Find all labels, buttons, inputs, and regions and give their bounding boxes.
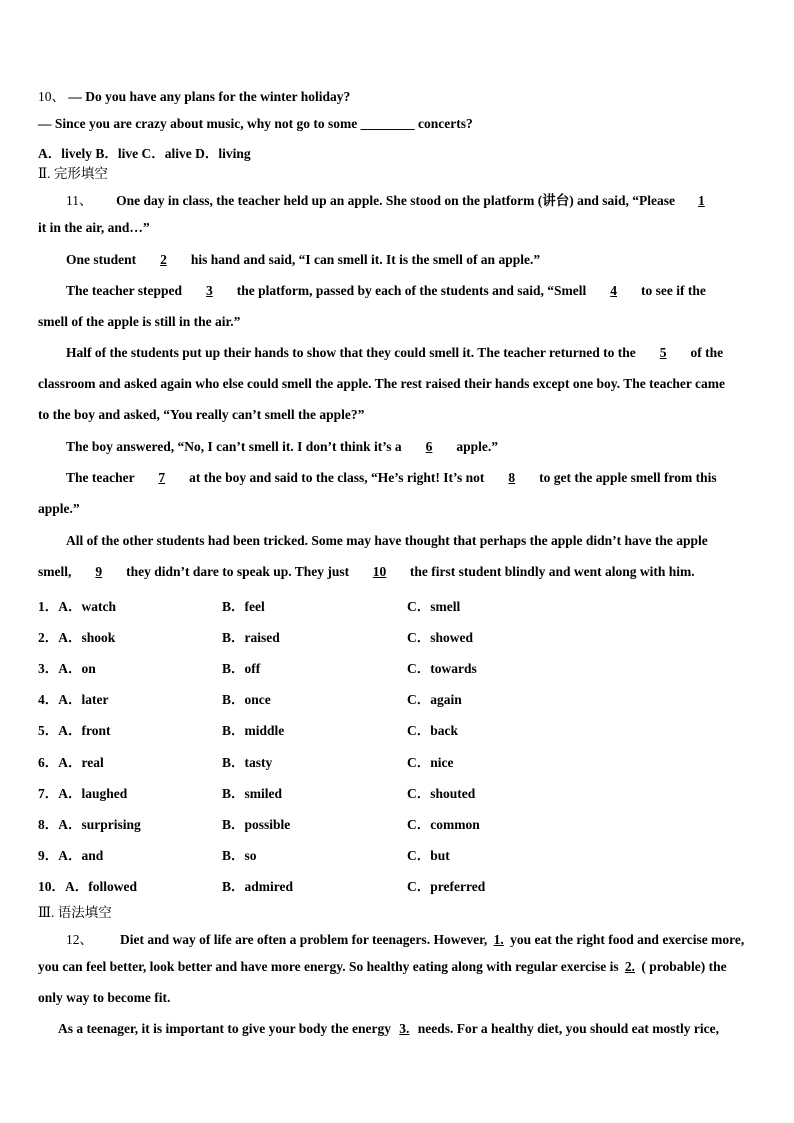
option-6-c: C．nice bbox=[407, 755, 454, 770]
q11-p7-text-mid: they didn’t dare to speak up. They just bbox=[126, 564, 350, 579]
q10-line2-text-end: concerts? bbox=[417, 116, 473, 131]
option-10-a: 10．A．followed bbox=[38, 879, 137, 894]
q11-p5-text-end: apple.” bbox=[456, 439, 499, 454]
q10-blank[interactable]: ________ bbox=[360, 116, 415, 131]
q11-para6-line2: apple.” bbox=[38, 501, 80, 516]
q11-p6-text: The teacher bbox=[66, 470, 135, 485]
cloze-blank-1[interactable]: 1 bbox=[698, 193, 705, 208]
q12-p1-text-end: you eat the right food and exercise more, bbox=[510, 932, 745, 947]
q12-para2-line1 bbox=[58, 1021, 719, 1037]
cloze-blank-5[interactable]: 5 bbox=[659, 345, 667, 360]
q11-para4-line1 bbox=[66, 345, 723, 361]
q11-p4-text-end: of the bbox=[690, 345, 724, 360]
q11-p7-text-end: the first student blindly and went along with him. bbox=[409, 564, 695, 579]
grammar-blank-2[interactable]: 2. bbox=[624, 959, 636, 974]
q11-para3-line1 bbox=[66, 283, 706, 299]
option-3-a: 3．A．on bbox=[38, 661, 96, 676]
q10-options: A．lively B．live C．alive D．living bbox=[38, 146, 251, 161]
q12-para1-line2 bbox=[38, 959, 727, 975]
grammar-blank-1[interactable]: 1. bbox=[493, 932, 504, 947]
q10-number: 10、 bbox=[38, 89, 65, 104]
option-8-b: B．possible bbox=[222, 817, 291, 832]
q11-para7-line2 bbox=[38, 564, 695, 580]
option-5-a: 5．A．front bbox=[38, 723, 111, 738]
q11-p7-text: smell, bbox=[38, 564, 72, 579]
option-9-b: B．so bbox=[222, 848, 257, 863]
option-6-b: B．tasty bbox=[222, 755, 273, 770]
option-7-c: C．shouted bbox=[407, 786, 476, 801]
option-4-a: 4．A．later bbox=[38, 692, 109, 707]
q11-p6-text-end: to get the apple smell from this bbox=[539, 470, 717, 485]
option-9-c: C．but bbox=[407, 848, 450, 863]
option-3-b: B．off bbox=[222, 661, 261, 676]
option-10-c: C．preferred bbox=[407, 879, 486, 894]
cloze-blank-8[interactable]: 8 bbox=[508, 470, 516, 485]
grammar-blank-3[interactable]: 3. bbox=[399, 1021, 410, 1036]
option-1-c: C．smell bbox=[407, 599, 461, 614]
option-1-b: B．feel bbox=[222, 599, 265, 614]
q11-number: 11、 bbox=[66, 193, 93, 208]
q11-para3-line2: smell of the apple is still in the air.” bbox=[38, 314, 241, 329]
option-8-c: C．common bbox=[407, 817, 480, 832]
option-7-a: 7．A．laughed bbox=[38, 786, 128, 801]
q10-question-line bbox=[38, 85, 350, 105]
option-9-a: 9．A．and bbox=[38, 848, 104, 863]
option-1-a: 1．A．watch bbox=[38, 599, 116, 614]
option-5-b: B．middle bbox=[222, 723, 285, 738]
q11-p3-text-end: to see if the bbox=[641, 283, 706, 298]
q11-p2-text: One student bbox=[66, 252, 137, 267]
cloze-blank-6[interactable]: 6 bbox=[425, 439, 433, 454]
q12-p2-text-end: needs. For a healthy diet, you should eat mostly rice, bbox=[417, 1021, 719, 1036]
q11-para5 bbox=[66, 439, 498, 455]
q11-p3-text: The teacher stepped bbox=[66, 283, 182, 298]
option-5-c: C．back bbox=[407, 723, 459, 738]
cloze-blank-7[interactable]: 7 bbox=[158, 470, 166, 485]
q12-number: 12、 bbox=[66, 932, 93, 947]
q11-para4-line3: to the boy and asked, “You really can’t smell the apple?” bbox=[38, 407, 365, 422]
option-2-c: C．showed bbox=[407, 630, 474, 645]
q11-para4-line2: classroom and asked again who else could smell the apple. The rest raised their hands except one boy. The teacher came bbox=[38, 376, 726, 391]
q11-para7-line1: All of the other students had been tricked. Some may have thought that perhaps the apple didn’t have the apple bbox=[66, 533, 708, 548]
q11-p3-text-mid: the platform, passed by each of the students and said, “Smell bbox=[236, 283, 587, 298]
cloze-blank-3[interactable]: 3 bbox=[206, 283, 213, 298]
q10-line2-text: — Since you are crazy about music, why not go to some bbox=[38, 116, 358, 131]
option-4-b: B．once bbox=[222, 692, 271, 707]
option-7-b: B．smiled bbox=[222, 786, 283, 801]
q12-p1-text: Diet and way of life are often a problem for teenagers. However, bbox=[120, 932, 488, 947]
q12-p1-line2-text: you can feel better, look better and have more energy. So healthy eating along with regular exercise is bbox=[38, 959, 619, 974]
option-6-a: 6．A．real bbox=[38, 755, 104, 770]
section2-title: Ⅱ. 完形填空 bbox=[38, 166, 108, 181]
q12-p1-line2-end: ( probable) the bbox=[641, 959, 727, 974]
option-2-b: B．raised bbox=[222, 630, 280, 645]
q11-para6-line1 bbox=[66, 470, 717, 486]
q12-para1-line3: only way to become fit. bbox=[38, 990, 171, 1005]
option-10-b: B．admired bbox=[222, 879, 294, 894]
q11-p6-text-mid: at the boy and said to the class, “He’s right! It’s not bbox=[189, 470, 485, 485]
option-8-a: 8．A．surprising bbox=[38, 817, 141, 832]
q10-response-line bbox=[38, 116, 473, 132]
q12-p2-text: As a teenager, it is important to give your body the energy bbox=[58, 1021, 391, 1036]
option-4-c: C．again bbox=[407, 692, 462, 707]
cloze-blank-4[interactable]: 4 bbox=[610, 283, 618, 298]
q11-para1-line1 bbox=[66, 189, 724, 209]
q10-line1: — Do you have any plans for the winter holiday? bbox=[68, 89, 351, 104]
q12-para1-line1 bbox=[66, 928, 744, 948]
q11-para1-line2: it in the air, and…” bbox=[38, 220, 150, 235]
section3-title: Ⅲ. 语法填空 bbox=[38, 905, 112, 920]
option-3-c: C．towards bbox=[407, 661, 477, 676]
cloze-blank-10[interactable]: 10 bbox=[372, 564, 387, 579]
q11-p5-text: The boy answered, “No, I can’t smell it. I don’t think it’s a bbox=[66, 439, 402, 454]
cloze-blank-2[interactable]: 2 bbox=[160, 252, 167, 267]
q11-p4-text: Half of the students put up their hands to show that they could smell it. The teacher returned to the bbox=[66, 345, 636, 360]
cloze-blank-9[interactable]: 9 bbox=[95, 564, 103, 579]
q11-p1-text: One day in class, the teacher held up an apple. She stood on the platform (讲台) and said, “Please bbox=[116, 193, 676, 208]
q11-para2 bbox=[66, 252, 540, 268]
q11-p2-text-end: his hand and said, “I can smell it. It is the smell of an apple.” bbox=[190, 252, 541, 267]
option-2-a: 2．A．shook bbox=[38, 630, 116, 645]
